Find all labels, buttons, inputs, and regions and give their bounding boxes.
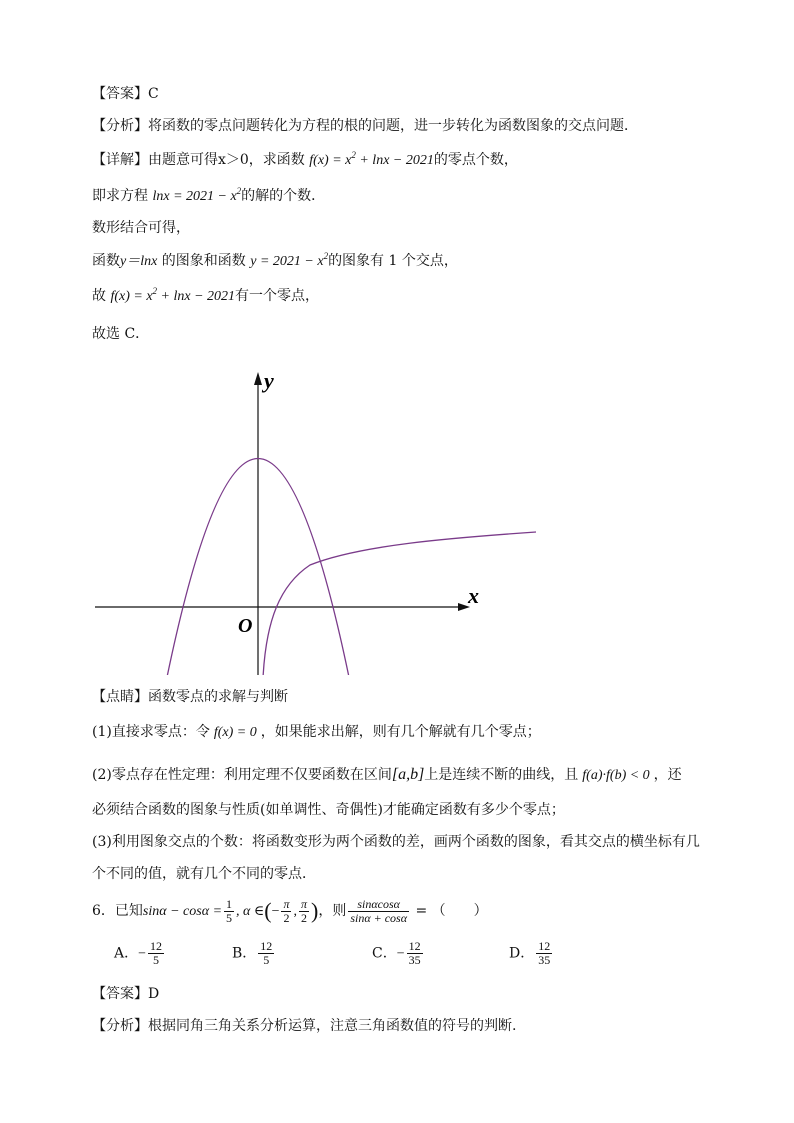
detail-line-1: [92, 150, 518, 171]
detail-line-4: [92, 251, 458, 272]
analysis-line-2: [92, 1016, 516, 1036]
y-axis-arrow: [254, 372, 262, 385]
detail-text: 由题意可得: [148, 152, 218, 168]
log-curve: [263, 532, 536, 678]
formula-equation: $\ln x = 2021 - x^2$: [152, 186, 242, 204]
analysis-text: 将函数的零点问题转化为方程的根的问题，进一步转化为函数图象的交点问题．: [148, 118, 638, 134]
formula-ylnx: y＝lnx: [120, 254, 158, 269]
detail-text: 的解的个数．: [241, 188, 326, 204]
detail-text: x＞0，求函数: [218, 152, 305, 168]
tips-title: 函数零点的求解与判断: [148, 689, 288, 705]
detail-text: 的零点个数，: [433, 152, 518, 168]
option-b[interactable]: B． $\frac{12}{5}$: [232, 939, 273, 967]
detail-text: 即求方程: [92, 188, 148, 204]
analysis-tag: 【分析】: [92, 1018, 148, 1034]
formula-fx: $f(x) = x^2 + \ln x - 2021$: [110, 286, 236, 304]
detail-line-5: [92, 286, 319, 307]
answer-value: C: [148, 86, 159, 102]
question-6-stem: 6．已知sinα − cosα = $\frac{1}{5}$ , α ∈(− $\frac{\pi}{2}$ , $\frac{\pi}{2}$ )，则 $\frac{\sin\alpha\cos\alpha}{\sin\alpha + \cos\alpha}$ = （ ）: [92, 896, 488, 925]
detail-line-3: 数形结合可得，: [92, 220, 190, 236]
answer-tag: 【答案】: [92, 986, 148, 1002]
tips-point-2: (2)零点存在性定理：利用定理不仅要函数在区间[a,b]上是连续不断的曲线，且 f(a)·f(b) < 0 ，还: [92, 766, 682, 783]
option-d[interactable]: D． $\frac{12}{35}$: [509, 939, 551, 967]
answer-tag: 【答案】: [92, 86, 148, 102]
analysis-line: [92, 116, 638, 136]
answer-value: D: [148, 986, 160, 1002]
analysis-text: 根据同角三角关系分析运算，注意三角函数值的符号的判断.: [148, 1018, 517, 1034]
analysis-tag: 【分析】: [92, 118, 148, 134]
tips-point-2-cont: 必须结合函数的图象与性质(如单调性、奇偶性)才能确定函数有多少个零点；: [92, 802, 565, 818]
x-axis-label: x: [468, 583, 479, 608]
tips-title-line: [92, 687, 288, 707]
answer-line-2: [92, 984, 159, 1004]
detail-text: 有一个零点，: [235, 288, 320, 304]
option-c[interactable]: C．− $\frac{12}{35}$: [372, 939, 421, 967]
answer-line: [92, 84, 159, 104]
detail-text: 的图象和函数: [161, 253, 246, 269]
detail-line-2: [92, 186, 325, 207]
detail-tag: 【详解】: [92, 152, 148, 168]
detail-line-6: 故选 C．: [92, 326, 150, 342]
formula-fx: $f(x) = x^2 + \ln x - 2021$: [309, 150, 434, 168]
origin-label: O: [238, 615, 253, 637]
detail-text: 的图象有 1 个交点，: [328, 253, 458, 269]
y-axis-label: y: [264, 368, 274, 393]
function-graph: [0, 360, 794, 690]
tips-point-1: (1)直接求零点：令 f(x) = 0 ，如果能求出解，则有几个解就有几个零点；: [92, 724, 541, 740]
fraction-one-fifth: $\frac{1}{5}$: [226, 896, 233, 925]
tips-tag: 【点睛】: [92, 689, 148, 705]
tips-point-3: (3)利用图象交点的个数：将函数变形为两个函数的差，画两个函数的图象，看其交点的横坐标有几: [92, 834, 700, 850]
fraction-ratio: $\frac{\sin\alpha\cos\alpha}{\sin\alpha + \cos\alpha}$: [350, 896, 408, 925]
detail-text: 故: [92, 288, 106, 304]
tips-point-3-cont: 个不同的值，就有几个不同的零点．: [92, 866, 316, 882]
detail-text: 函数: [92, 253, 120, 269]
option-a[interactable]: A．− $\frac{12}{5}$: [114, 939, 163, 967]
formula-yquad: $y = 2021 - x^2$: [250, 251, 329, 269]
